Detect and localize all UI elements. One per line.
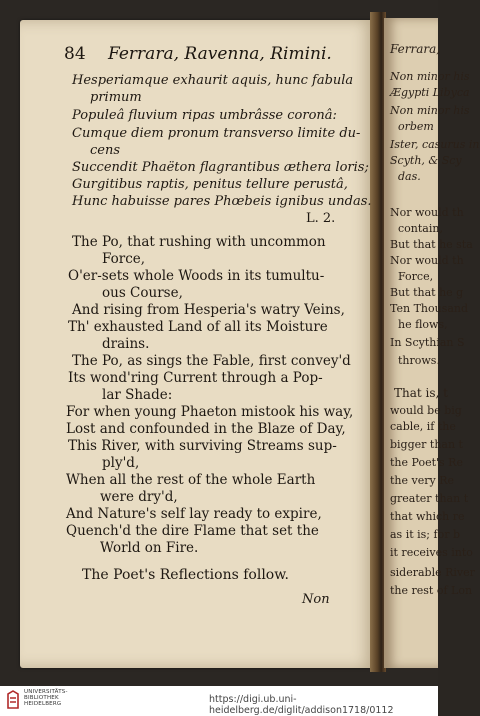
right-line: Ægypti Libyca xyxy=(390,86,470,99)
right-line: Nor would th xyxy=(390,254,464,267)
right-page xyxy=(384,18,480,668)
right-line: In Scythian S xyxy=(390,336,465,349)
english-line: O'er-sets whole Woods in its tumultu- xyxy=(68,268,325,284)
latin-line: cens xyxy=(90,143,121,158)
right-line: cable, if the xyxy=(390,420,456,433)
right-line: the very Re xyxy=(390,474,454,487)
english-line: For when young Phaeton mistook his way, xyxy=(66,404,354,420)
english-line: The Po, that rushing with uncommon xyxy=(72,234,326,250)
latin-line: Gurgitibus raptis, penitus tellure perustâ, xyxy=(72,177,348,192)
english-line: drains. xyxy=(102,336,150,352)
english-line: Its wond'ring Current through a Pop- xyxy=(68,370,323,386)
english-line: And Nature's self lay ready to expire, xyxy=(66,506,322,522)
english-line: Lost and confounded in the Blaze of Day, xyxy=(66,421,346,437)
english-line: were dry'd, xyxy=(100,489,178,505)
closing-line: The Poet's Reflections follow. xyxy=(82,567,290,583)
english-line: Th' exhausted Land of all its Moisture xyxy=(68,319,328,335)
english-line: World on Fire. xyxy=(100,540,199,556)
english-line: ply'd, xyxy=(102,455,140,471)
latin-line: Hunc habuisse pares Phœbeis ignibus undas. xyxy=(72,194,372,209)
right-line: Nor would th xyxy=(390,206,464,219)
latin-line: Succendit Phaëton flagrantibus æthera loris; xyxy=(72,160,369,175)
right-line: But that he sta xyxy=(390,238,473,251)
english-line: And rising from Hesperia's watry Veins, xyxy=(72,302,345,318)
latin-line: Populeâ fluvium ripas umbrâsse coronâ: xyxy=(72,108,337,123)
right-line: the Poet's Re xyxy=(390,456,463,469)
university-library-logo-icon xyxy=(6,690,20,710)
right-line: throws. xyxy=(398,354,440,367)
right-line: contain, xyxy=(398,222,443,235)
english-line: The Po, as sings the Fable, first convey'd xyxy=(72,353,351,369)
right-running-title: Ferrara, xyxy=(390,42,441,56)
verse-reference: L. 2. xyxy=(306,211,336,226)
right-line: as it is; for b xyxy=(390,528,460,541)
english-line: Force, xyxy=(102,251,146,267)
right-line: That is, t xyxy=(394,386,448,400)
latin-line: Cumque diem pronum transverso limite du- xyxy=(72,126,361,141)
right-line: Ten Thousand xyxy=(390,302,469,315)
library-name-text: UNIVERSITÄTS- BIBLIOTHEK HEIDELBERG xyxy=(24,689,68,707)
right-line: Non minor his xyxy=(390,70,470,83)
page-number: 84 xyxy=(64,44,86,64)
right-line: bigger than t xyxy=(390,438,463,451)
right-line: orbem xyxy=(398,120,434,133)
right-line: But that he g xyxy=(390,286,464,299)
latin-line: primum xyxy=(90,90,142,105)
right-line: das. xyxy=(398,170,421,183)
right-line: it receives into xyxy=(390,546,473,559)
english-line: ous Course, xyxy=(102,285,183,301)
right-line: Ister, casurus in xyxy=(390,138,480,151)
right-line: that which re xyxy=(390,510,465,523)
right-line: the rest of Lon xyxy=(390,584,473,597)
right-line: greater than t xyxy=(390,492,469,505)
english-line: lar Shade: xyxy=(102,387,173,403)
right-line: he flows, xyxy=(398,318,448,331)
page-url[interactable]: https://digi.ub.uni-heidelberg.de/diglit/addison1718/0112 xyxy=(209,694,394,716)
latin-line: Hesperiamque exhaurit aquis, hunc fabula xyxy=(72,73,354,88)
english-line: When all the rest of the whole Earth xyxy=(66,472,316,488)
right-line: siderable River xyxy=(390,566,475,579)
right-line: would be big xyxy=(390,404,462,417)
right-line: Non minor his xyxy=(390,104,470,117)
catchword: Non xyxy=(302,592,330,607)
right-line: Scyth, & Scy xyxy=(390,154,462,167)
running-title: Ferrara, Ravenna, Rimini. xyxy=(108,44,332,64)
english-line: This River, with surviving Streams sup- xyxy=(68,438,337,454)
english-line: Quench'd the dire Flame that set the xyxy=(66,523,319,539)
library-name xyxy=(24,689,68,707)
right-line: Force, xyxy=(398,270,434,283)
